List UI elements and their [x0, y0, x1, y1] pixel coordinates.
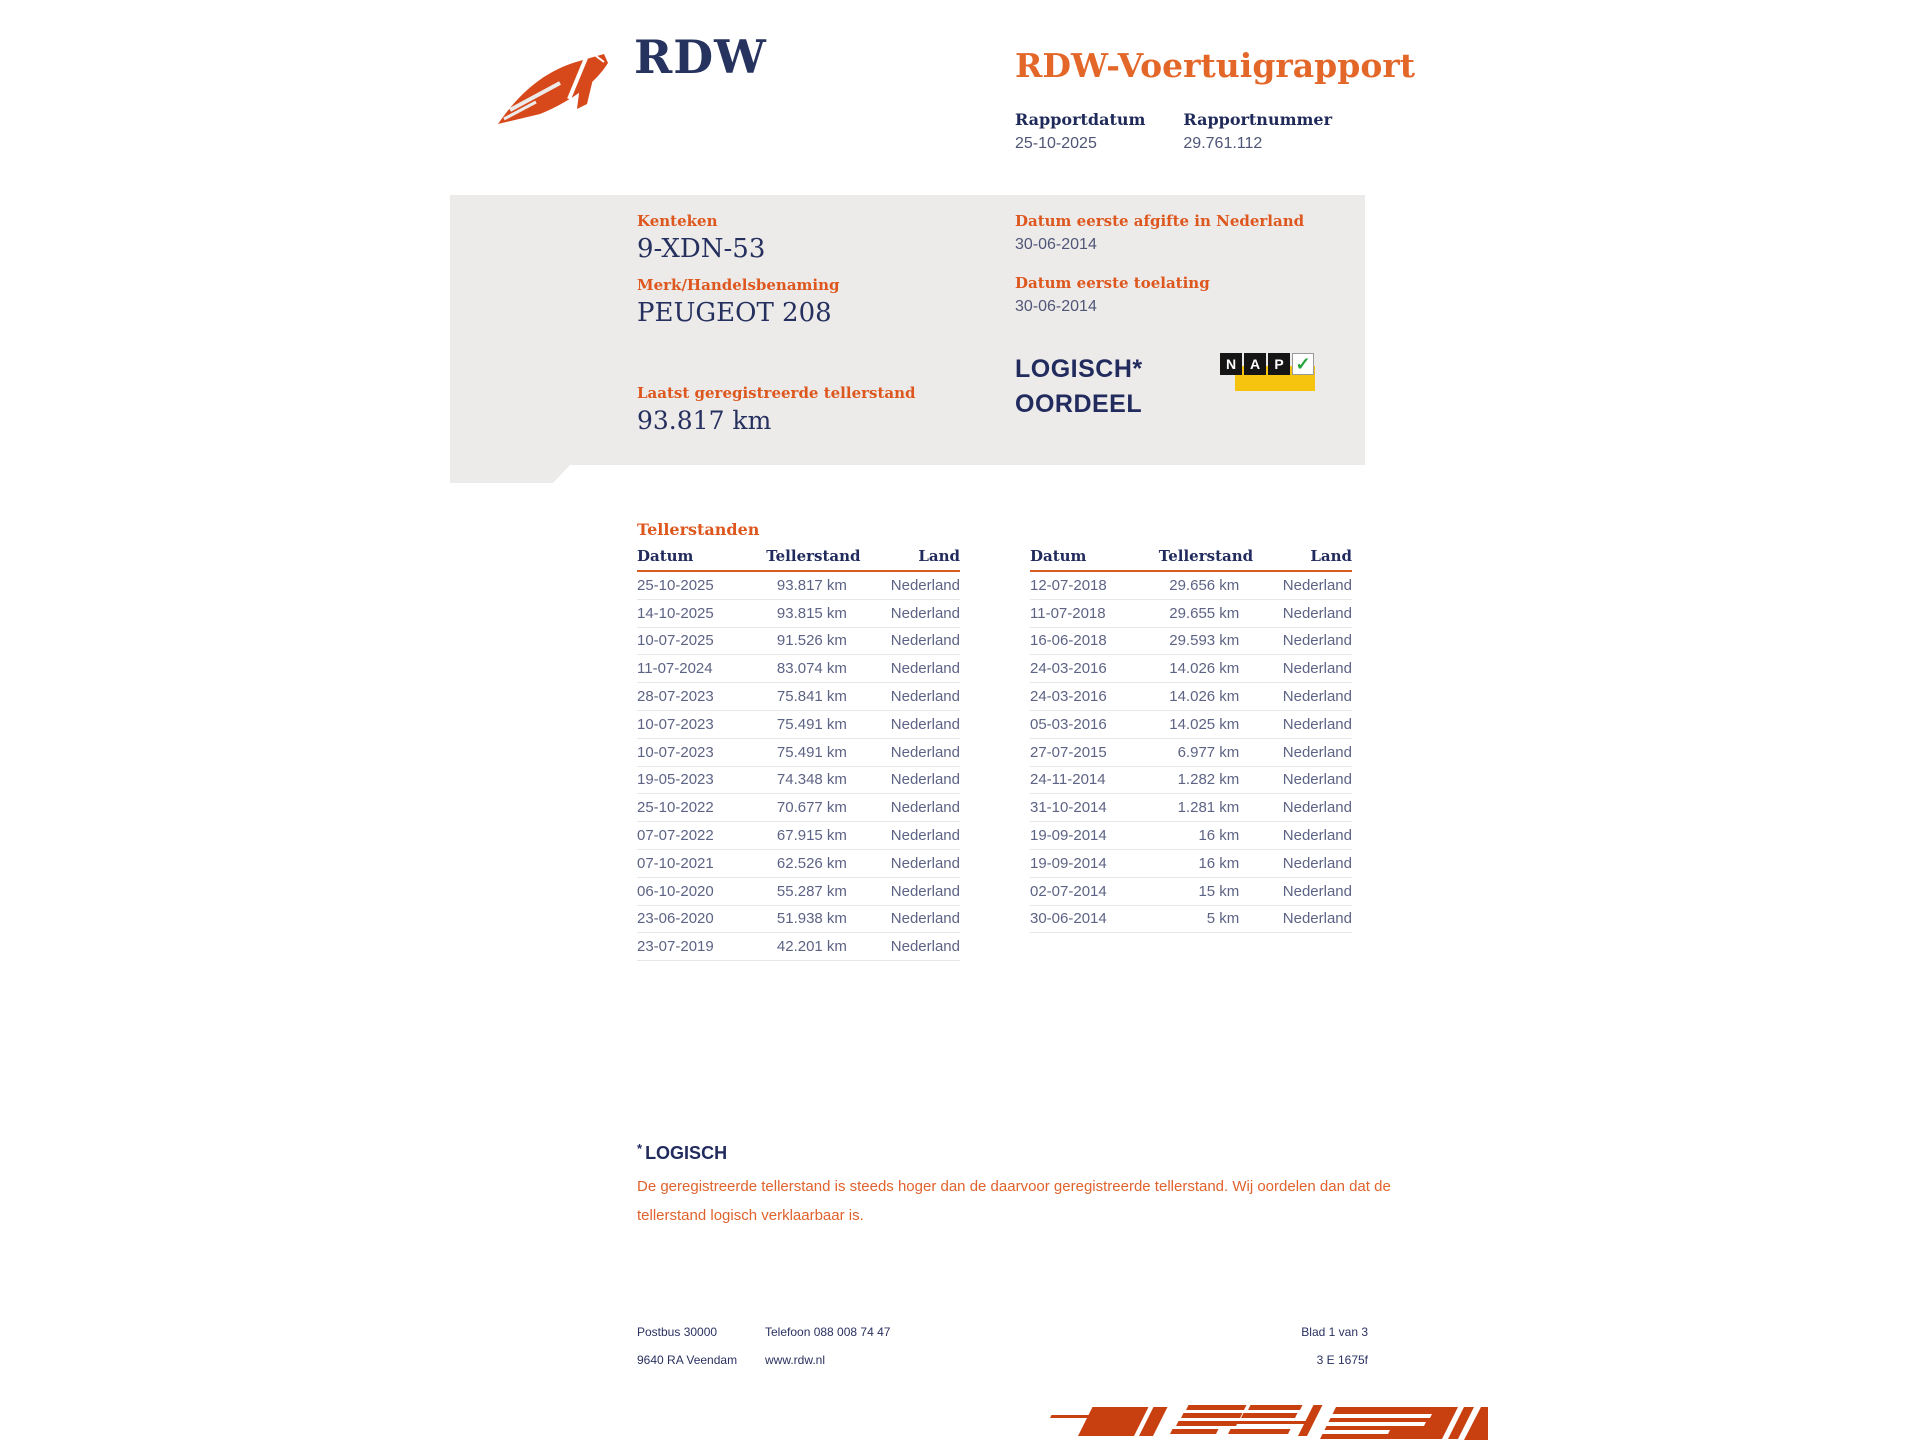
asterisk: * — [637, 1141, 643, 1156]
cell-tellerstand: 93.817 km — [776, 576, 847, 594]
cell-datum: 19-09-2014 — [1030, 854, 1107, 872]
vehicle-info-left — [637, 212, 997, 435]
report-number-label: Rapportnummer — [1183, 110, 1333, 129]
rdw-stripes-graphic-icon — [1048, 1383, 1488, 1440]
table-row — [637, 739, 960, 767]
cell-tellerstand: 83.074 km — [776, 660, 847, 678]
cell-datum: 30-06-2014 — [1030, 910, 1107, 928]
report-number-value: 29.761.112 — [1183, 135, 1263, 152]
page-title: RDW-Voertuigrapport — [1015, 46, 1415, 85]
table-body — [637, 572, 960, 961]
cell-land: Nederland — [1282, 799, 1352, 817]
cell-tellerstand: 91.526 km — [776, 632, 847, 650]
tellerstanden-heading: Tellerstanden — [637, 520, 760, 539]
table-row — [1030, 683, 1352, 711]
nap-letter-a: A — [1244, 353, 1266, 375]
cell-datum: 06-10-2020 — [637, 882, 714, 900]
cell-land: Nederland — [890, 910, 960, 928]
tellerstanden-table-right — [1030, 547, 1352, 933]
vehicle-info-right — [1015, 212, 1395, 316]
cell-datum: 07-10-2021 — [637, 854, 714, 872]
cell-land: Nederland — [890, 715, 960, 733]
cell-tellerstand: 55.287 km — [776, 882, 847, 900]
cell-datum: 19-09-2014 — [1030, 827, 1107, 845]
table-row — [637, 878, 960, 906]
cell-datum: 10-07-2023 — [637, 743, 714, 761]
cell-tellerstand: 67.915 km — [776, 827, 847, 845]
tellerstanden-table-left — [637, 547, 960, 961]
cell-tellerstand: 29.593 km — [1169, 632, 1240, 650]
table-row — [637, 600, 960, 628]
col-land: Land — [918, 547, 960, 565]
col-land: Land — [1310, 547, 1352, 565]
cell-land: Nederland — [1282, 743, 1352, 761]
cell-land: Nederland — [890, 799, 960, 817]
table-row — [637, 683, 960, 711]
cell-land: Nederland — [1282, 604, 1352, 622]
table-row — [1030, 850, 1352, 878]
table-header — [637, 547, 960, 572]
table-row — [1030, 739, 1352, 767]
cell-tellerstand: 15 km — [1198, 882, 1240, 900]
cell-datum: 24-03-2016 — [1030, 660, 1107, 678]
table-row — [637, 850, 960, 878]
cell-datum: 10-07-2023 — [637, 715, 714, 733]
cell-land: Nederland — [890, 688, 960, 706]
logisch-explanation-text: De geregistreerde tellerstand is steeds hoger dan de daarvoor geregistreerde tellerstand. Wij oordelen dan dat de tellerstand logisch verklaarbaar is. — [637, 1178, 1391, 1224]
cell-datum: 14-10-2025 — [637, 604, 714, 622]
table-row — [637, 906, 960, 934]
table-row — [1030, 711, 1352, 739]
cell-land: Nederland — [1282, 660, 1352, 678]
cell-land: Nederland — [890, 660, 960, 678]
cell-tellerstand: 74.348 km — [776, 771, 847, 789]
kenteken-value: 9-XDN-53 — [637, 234, 766, 264]
cell-datum: 16-06-2018 — [1030, 632, 1107, 650]
cell-datum: 12-07-2018 — [1030, 576, 1107, 594]
cell-tellerstand: 51.938 km — [776, 910, 847, 928]
tellerstand-label: Laatst geregistreerde tellerstand — [637, 384, 916, 402]
cell-datum: 07-07-2022 — [637, 827, 714, 845]
cell-land: Nederland — [1282, 827, 1352, 845]
rdw-feather-logo-icon — [492, 36, 624, 132]
logisch-explanation-heading — [637, 1141, 727, 1164]
cell-tellerstand: 75.491 km — [776, 715, 847, 733]
cell-tellerstand: 62.526 km — [776, 854, 847, 872]
afgifte-label: Datum eerste afgifte in Nederland — [1015, 212, 1305, 230]
cell-datum: 25-10-2022 — [637, 799, 714, 817]
cell-land: Nederland — [890, 854, 960, 872]
table-row — [1030, 572, 1352, 600]
cell-datum: 10-07-2025 — [637, 632, 714, 650]
cell-datum: 19-05-2023 — [637, 771, 714, 789]
footer-web: www.rdw.nl — [765, 1353, 826, 1367]
cell-tellerstand: 29.655 km — [1169, 604, 1240, 622]
report-number-block — [1183, 110, 1332, 153]
oordeel-verdict — [1015, 352, 1143, 422]
table-row — [637, 767, 960, 795]
cell-land: Nederland — [890, 576, 960, 594]
table-row — [637, 822, 960, 850]
toelating-value: 30-06-2014 — [1015, 298, 1097, 315]
cell-datum: 31-10-2014 — [1030, 799, 1107, 817]
cell-datum: 11-07-2024 — [637, 660, 713, 678]
nap-letter-n: N — [1220, 353, 1242, 375]
cell-land: Nederland — [1282, 576, 1352, 594]
cell-datum: 27-07-2015 — [1030, 743, 1107, 761]
cell-land: Nederland — [890, 604, 960, 622]
col-tellerstand: Tellerstand — [1158, 547, 1254, 565]
cell-tellerstand: 14.026 km — [1169, 660, 1240, 678]
kenteken-label: Kenteken — [637, 212, 718, 230]
cell-land: Nederland — [1282, 882, 1352, 900]
cell-tellerstand: 14.025 km — [1169, 715, 1240, 733]
cell-tellerstand: 16 km — [1198, 854, 1240, 872]
cell-land: Nederland — [890, 743, 960, 761]
cell-datum: 23-07-2019 — [637, 938, 714, 956]
table-row — [1030, 794, 1352, 822]
nap-letter-p: P — [1268, 353, 1290, 375]
cell-land: Nederland — [890, 771, 960, 789]
cell-land: Nederland — [890, 938, 960, 956]
cell-datum: 25-10-2025 — [637, 576, 714, 594]
rdw-wordmark: RDW — [634, 30, 767, 84]
cell-land: Nederland — [1282, 854, 1352, 872]
oordeel-line2: OORDEEL — [1015, 390, 1143, 418]
cell-datum: 24-11-2014 — [1030, 771, 1106, 789]
toelating-label: Datum eerste toelating — [1015, 274, 1210, 292]
merk-value: PEUGEOT 208 — [637, 298, 832, 328]
cell-tellerstand: 93.815 km — [776, 604, 847, 622]
table-row — [637, 572, 960, 600]
report-date-value: 25-10-2025 — [1015, 135, 1097, 152]
cell-tellerstand: 14.026 km — [1169, 688, 1240, 706]
cell-tellerstand: 1.282 km — [1177, 771, 1240, 789]
logisch-heading-text: LOGISCH — [645, 1143, 728, 1163]
cell-land: Nederland — [890, 632, 960, 650]
table-row — [1030, 628, 1352, 656]
table-row — [1030, 822, 1352, 850]
nap-check-icon: ✓ — [1292, 353, 1314, 375]
cell-land: Nederland — [1282, 910, 1352, 928]
report-meta — [1015, 110, 1332, 153]
cell-land: Nederland — [1282, 715, 1352, 733]
cell-datum: 02-07-2014 — [1030, 882, 1107, 900]
nap-letters — [1220, 353, 1314, 375]
table-row — [1030, 600, 1352, 628]
table-row — [637, 711, 960, 739]
footer-address-line1: Postbus 30000 — [637, 1325, 718, 1339]
cell-tellerstand: 70.677 km — [776, 799, 847, 817]
table-row — [1030, 655, 1352, 683]
cell-tellerstand: 29.656 km — [1169, 576, 1240, 594]
tellerstand-value: 93.817 km — [637, 406, 772, 435]
cell-tellerstand: 42.201 km — [776, 938, 847, 956]
table-header — [1030, 547, 1352, 572]
table-row — [1030, 878, 1352, 906]
cell-tellerstand: 16 km — [1198, 827, 1240, 845]
cell-tellerstand: 5 km — [1206, 910, 1240, 928]
cell-tellerstand: 75.841 km — [776, 688, 847, 706]
footer-contact — [765, 1318, 890, 1374]
cell-tellerstand: 1.281 km — [1177, 799, 1240, 817]
col-tellerstand: Tellerstand — [766, 547, 861, 565]
footer-address — [637, 1318, 737, 1374]
cell-land: Nederland — [890, 882, 960, 900]
table-row — [637, 628, 960, 656]
report-date-block — [1015, 110, 1145, 153]
table-row — [637, 655, 960, 683]
cell-tellerstand: 75.491 km — [776, 743, 847, 761]
cell-land: Nederland — [1282, 632, 1352, 650]
footer-phone: Telefoon 088 008 74 47 — [765, 1325, 891, 1339]
report-date-label: Rapportdatum — [1015, 110, 1146, 129]
table-row — [637, 933, 960, 961]
footer-page-info — [1100, 1318, 1368, 1374]
table-row — [1030, 767, 1352, 795]
cell-datum: 28-07-2023 — [637, 688, 714, 706]
cell-datum: 05-03-2016 — [1030, 715, 1107, 733]
cell-land: Nederland — [890, 827, 960, 845]
table-row — [1030, 906, 1352, 934]
cell-datum: 23-06-2020 — [637, 910, 714, 928]
merk-label: Merk/Handelsbenaming — [637, 276, 840, 294]
oordeel-line1: LOGISCH* — [1015, 355, 1143, 383]
table-row — [637, 794, 960, 822]
cell-datum: 24-03-2016 — [1030, 688, 1107, 706]
afgifte-value: 30-06-2014 — [1015, 236, 1097, 253]
table-body — [1030, 572, 1352, 933]
cell-land: Nederland — [1282, 771, 1352, 789]
footer-form-code: 3 E 1675f — [1316, 1353, 1368, 1367]
cell-land: Nederland — [1282, 688, 1352, 706]
cell-tellerstand: 6.977 km — [1177, 743, 1240, 761]
cell-datum: 11-07-2018 — [1030, 604, 1106, 622]
col-datum: Datum — [1030, 547, 1087, 565]
footer-address-line2: 9640 RA Veendam — [637, 1353, 738, 1367]
footer-page-number: Blad 1 van 3 — [1301, 1325, 1368, 1339]
nap-logo — [1220, 353, 1316, 393]
col-datum: Datum — [637, 547, 694, 565]
